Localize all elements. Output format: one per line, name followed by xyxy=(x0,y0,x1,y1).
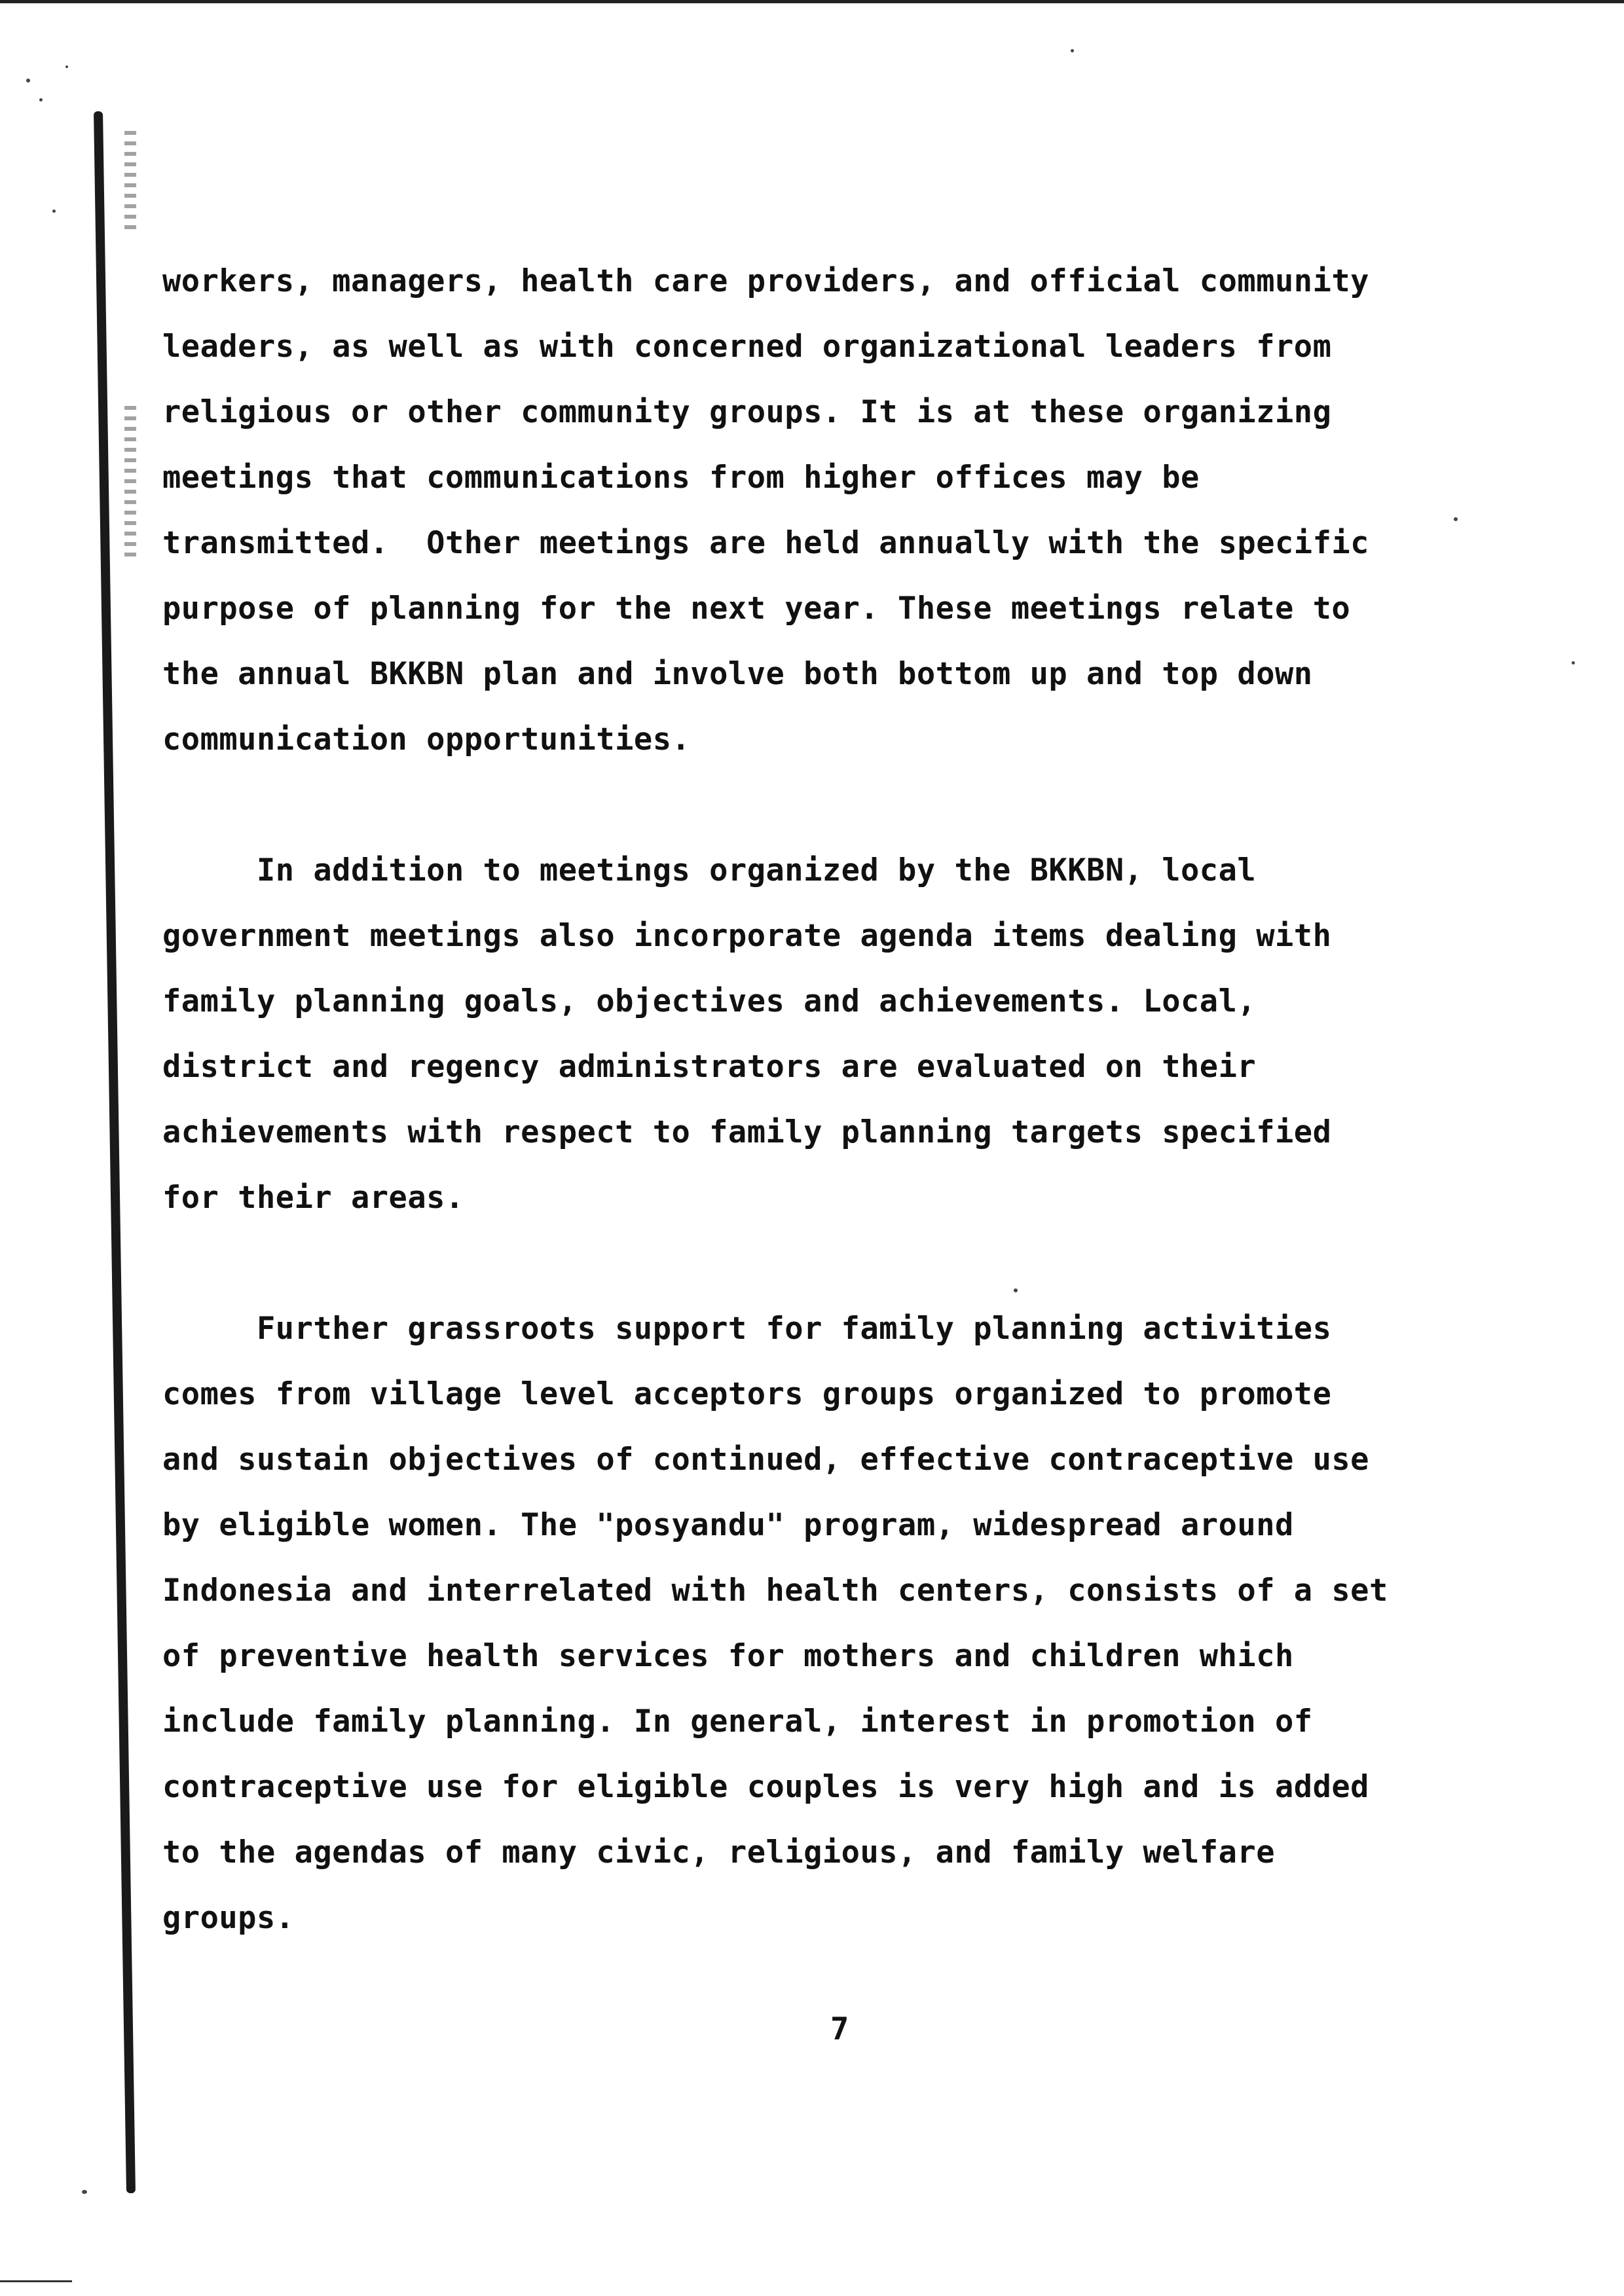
scan-margin-marks xyxy=(124,131,136,236)
scan-speck xyxy=(65,65,68,68)
page-number: 7 xyxy=(830,2011,849,2047)
text-line: Further grassroots support for family planning activities xyxy=(162,1311,1332,1347)
text-line: meetings that communications from higher offices may be xyxy=(162,460,1200,496)
scan-speck xyxy=(1572,661,1575,665)
text-line: of preventive health services for mothers and children which xyxy=(162,1638,1294,1674)
paragraph-gap xyxy=(162,1231,1498,1296)
text-line: comes from village level acceptors groups organized to promote xyxy=(162,1376,1332,1412)
text-line: family planning goals, objectives and achievements. Local, xyxy=(162,983,1257,1019)
text-line: religious or other community groups. It is at these organizing xyxy=(162,394,1332,430)
scan-speck xyxy=(52,210,56,213)
text-line: communication opportunities. xyxy=(162,721,691,757)
scan-bottom-edge xyxy=(0,2280,72,2282)
text-line: groups. xyxy=(162,1900,295,1936)
paragraph-3 xyxy=(162,1296,1498,1951)
scan-top-edge xyxy=(0,0,1624,3)
body-text xyxy=(162,249,1498,1951)
text-line: transmitted. Other meetings are held annually with the specific xyxy=(162,525,1369,561)
paragraph-2 xyxy=(162,838,1498,1231)
text-line: purpose of planning for the next year. These meetings relate to xyxy=(162,591,1351,627)
text-line: In addition to meetings organized by the BKKBN, local xyxy=(162,852,1257,888)
text-line: and sustain objectives of continued, effective contraceptive use xyxy=(162,1442,1369,1478)
text-line: for their areas. xyxy=(162,1180,464,1216)
text-line: achievements with respect to family planning targets specified xyxy=(162,1114,1332,1150)
text-line: contraceptive use for eligible couples is very high and is added xyxy=(162,1769,1369,1805)
text-line: to the agendas of many civic, religious, and family welfare xyxy=(162,1834,1275,1870)
text-line: district and regency administrators are evaluated on their xyxy=(162,1049,1257,1085)
text-line: government meetings also incorporate agenda items dealing with xyxy=(162,918,1332,954)
text-line: leaders, as well as with concerned organizational leaders from xyxy=(162,329,1332,365)
paragraph-1 xyxy=(162,249,1498,773)
scan-speck xyxy=(26,79,30,82)
paragraph-gap xyxy=(162,773,1498,838)
scan-speck xyxy=(82,2190,87,2194)
scan-margin-marks xyxy=(124,406,136,563)
text-line: workers, managers, health care providers, and official community xyxy=(162,263,1369,299)
text-line: Indonesia and interrelated with health centers, consists of a set xyxy=(162,1573,1388,1609)
scan-speck xyxy=(39,98,43,101)
text-line: the annual BKKBN plan and involve both bottom up and top down xyxy=(162,656,1313,692)
text-line: include family planning. In general, interest in promotion of xyxy=(162,1704,1313,1740)
scan-speck xyxy=(1071,49,1074,52)
text-line: by eligible women. The "posyandu" program, widespread around xyxy=(162,1507,1294,1543)
